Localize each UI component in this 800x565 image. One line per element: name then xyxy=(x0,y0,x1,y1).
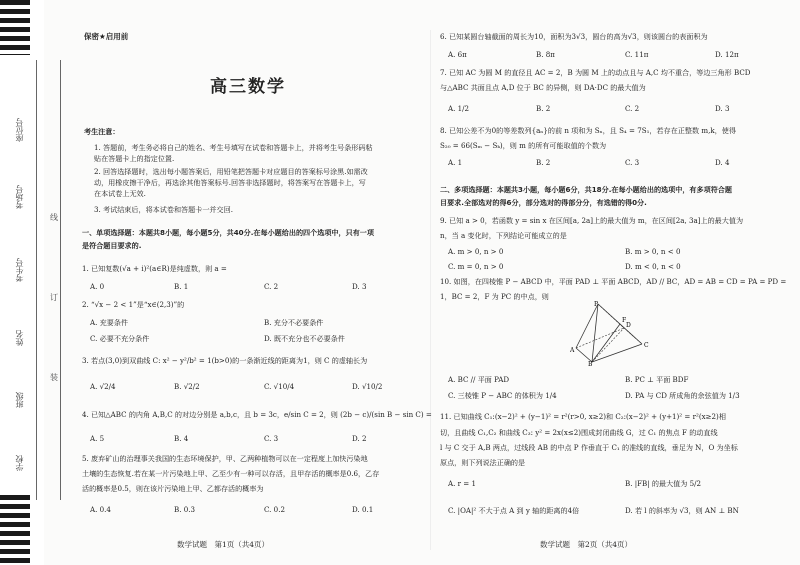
q10-option-a: A. BC // 平面 PAD xyxy=(448,375,510,384)
figure-label-b: B xyxy=(588,361,593,366)
cut-line xyxy=(60,60,61,500)
q8-line: S₂₀ = 66(Sₘ − Sₖ)，则 m 的所有可能取值的个数为 xyxy=(440,141,607,150)
figure-label-p: P xyxy=(594,301,599,308)
q8-line: 8. 已知公差不为0的等差数列{aₙ}的前 n 项和为 Sₙ，且 S₄ = 7S₁，若存在正整数 m,k，使得 xyxy=(440,126,736,135)
page-divider xyxy=(430,30,431,550)
q10-line: 10. 如图，在四棱锥 P − ABCD 中，平面 PAD ⊥ 平面 ABCD，AD // BC，AD = AB = CD = PA = PD = xyxy=(440,277,787,286)
q10-option-c: C. 三棱锥 P − ABC 的体积为 1/4 xyxy=(448,391,557,400)
q5-line: 5. 废弃矿山的治理事关我国的生态环境保护，甲、乙两种植物可以在一定程度上加快污染地 xyxy=(82,454,368,463)
q9-line: 9. 已知 a > 0，若函数 y = sin x 在区间[a, 2a]上的最大值为 m，在区间[2a, 3a]上的最大值为 xyxy=(440,216,744,225)
section1-heading-cont: 是符合题目要求的. xyxy=(82,241,142,250)
q10-option-d: D. PA 与 CD 所成角的余弦值为 1/3 xyxy=(625,391,740,400)
pyramid-figure xyxy=(570,300,660,366)
q11-option-c: C. |OA|² 不大于点 A 到 y 轴的距离的4倍 xyxy=(448,506,580,515)
q11-line: 切，且曲线 C₁,C₂ 和曲线 C₃: y² = 2x(x≤2)围成封闭曲线 G，过 C₁ 的焦点 F 的动直线 xyxy=(440,428,718,437)
q4-stem: 4. 已知△ABC 的内角 A,B,C 的对边分别是 a,b,c，且 b = 3c，e/sin C = 2，则 (2b − c)/(sin B − sin C) = xyxy=(82,410,432,419)
notice-line: 动，用橡皮擦干净后，再选涂其他答案标号.回答非选择题时，将答案写在答题卡上，写 xyxy=(94,178,366,187)
q9-line: n，当 a 变化时，下列结论可能成立的是 xyxy=(440,231,567,240)
q1-option-a: A. 0 xyxy=(90,282,105,291)
footer-left: 数学试题 第1页（共4页） xyxy=(177,540,270,549)
q7-line: 7. 已知 AC 为圆 M 的直径且 AC = 2，B 为圆 M 上的动点且与 A,C 均不重合，等边三角形 BCD xyxy=(440,68,751,77)
q2-option-b: B. 充分不必要条件 xyxy=(264,318,324,327)
figure-label-c: C xyxy=(644,342,649,349)
notice-line: 在本试卷上无效. xyxy=(94,189,146,198)
notice-line: 3. 考试结束后，将本试卷和答题卡一并交回. xyxy=(94,205,233,214)
binding-label-seat: 座位号 xyxy=(15,118,24,142)
q8-option-d: D. 4 xyxy=(715,158,730,167)
figure-label-f: F xyxy=(622,317,627,324)
q9-option-a: A. m > 0, n > 0 xyxy=(448,247,504,256)
q8-option-b: B. 2 xyxy=(536,158,551,167)
q7-option-a: A. 1/2 xyxy=(448,104,470,113)
q3-option-b: B. √2/2 xyxy=(174,382,200,391)
seal-char-line: 线 xyxy=(50,213,58,222)
q1-stem: 1. 已知复数(√a + i)²(a∈R)是纯虚数，则 a = xyxy=(82,264,227,273)
q1-option-c: C. 2 xyxy=(264,282,279,291)
q11-line: 11. 已知曲线 C₁:(x−2)² + (y−1)² = r²(r>0, x≥2)和 C₂:(x−2)² + (y+1)² = r²(x≥2)相 xyxy=(440,412,726,421)
q7-option-c: C. 2 xyxy=(625,104,640,113)
q5-option-a: A. 0.4 xyxy=(90,505,111,514)
q11-line: l 与 C 交于 A,B 两点，过线段 AB 的中点 P 作垂直于 C₁ 的准线的直线，垂足为 N，O 为坐标 xyxy=(440,443,738,452)
q6-option-d: D. 12π xyxy=(715,50,739,59)
right-column xyxy=(440,0,785,565)
notice-line: 2. 回答选择题时，选出每小题答案后，用铅笔把答题卡对应题目的答案标号涂黑.如需改 xyxy=(94,167,368,176)
binding-label-room: 考场号 xyxy=(15,185,24,209)
q5-line: 活的概率是0.5，则在该片污染地上甲、乙都存活的概率为 xyxy=(82,484,264,493)
binding-stripes xyxy=(0,0,30,565)
q10-option-b: B. PC ⊥ 平面 BDF xyxy=(625,375,689,384)
q11-line: 原点，则下列说法正确的是 xyxy=(440,458,526,467)
q6-stem: 6. 已知某圆台轴截面的周长为10，面积为3√3，圆台的高为√3，则该圆台的表面积为 xyxy=(440,32,708,41)
q4-option-d: D. 2 xyxy=(352,434,367,443)
q9-option-b: B. m > 0, n < 0 xyxy=(625,247,681,256)
binding-margin xyxy=(0,0,44,565)
section2-heading-cont: 目要求.全部选对的得6分，部分选对的得部分分，有选错的得0分. xyxy=(440,198,647,207)
q7-option-b: B. 2 xyxy=(536,104,551,113)
q8-option-c: C. 3 xyxy=(625,158,640,167)
q6-option-c: C. 11π xyxy=(625,50,649,59)
section2-heading: 二、多项选择题：本题共3小题，每小题6分，共18分.在每小题给出的选项中，有多项符合题 xyxy=(440,185,732,194)
footer-right: 数学试题 第2页（共4页） xyxy=(540,540,633,549)
q4-option-c: C. 3 xyxy=(264,434,279,443)
q5-line: 土壤的生态恢复.若在某一片污染地上甲、乙至少有一种可以存活，且甲存活的概率是0.6，乙存 xyxy=(82,469,380,478)
q8-option-a: A. 1 xyxy=(448,158,463,167)
q3-option-c: C. √10/4 xyxy=(264,382,295,391)
q6-option-b: B. 8π xyxy=(536,50,555,59)
q11-option-d: D. 若 l 的斜率为 √3，则 AN ⊥ BN xyxy=(625,506,739,515)
confidential-mark: 保密★启用前 xyxy=(84,32,129,41)
q7-option-d: D. 3 xyxy=(715,104,730,113)
figure-label-a: A xyxy=(570,347,575,354)
figure-label-d: D xyxy=(626,322,631,329)
notice-line: 1. 答题前，考生务必将自己的姓名、考生号填写在试卷和答题卡上，并将考生号条形码粘 xyxy=(94,143,373,152)
binding-label-school: 学校 xyxy=(15,455,24,471)
q2-stem: 2. “√x − 2 < 1”是“x∈(2,3)”的 xyxy=(82,300,185,309)
seal-char-pack: 装 xyxy=(50,373,58,382)
q3-option-d: D. √10/2 xyxy=(352,382,383,391)
q3-option-a: A. √2/4 xyxy=(90,382,116,391)
q2-option-d: D. 既不充分也不必要条件 xyxy=(264,334,345,343)
binding-label-name: 姓名 xyxy=(15,330,24,346)
q5-option-d: D. 0.1 xyxy=(352,505,374,514)
q5-option-c: C. 0.2 xyxy=(264,505,285,514)
seal-char-bind: 订 xyxy=(50,293,58,302)
q4-option-a: A. 5 xyxy=(90,434,105,443)
q5-option-b: B. 0.3 xyxy=(174,505,196,514)
q9-option-c: C. m = 0, n > 0 xyxy=(448,262,504,271)
q3-stem: 3. 若点(3,0)到双曲线 C: x² − y²/b² = 1(b>0)的一条渐近线的距离为1，则 C 的虚轴长为 xyxy=(82,356,368,365)
section1-heading: 一、单项选择题：本题共8小题，每小题5分，共40分.在每小题给出的四个选项中，只有一项 xyxy=(82,228,374,237)
q1-option-d: D. 3 xyxy=(352,282,367,291)
q10-line: 1，BC = 2，F 为 PC 的中点，则 xyxy=(440,292,549,301)
notice-line: 贴在答题卡上的指定位置. xyxy=(94,154,175,163)
q11-option-b: B. |FB| 的最大值为 5/2 xyxy=(625,479,702,488)
left-column xyxy=(82,0,432,565)
binding-label-examno: 考生号 xyxy=(15,258,24,282)
q4-option-b: B. 4 xyxy=(174,434,189,443)
binding-line xyxy=(36,60,37,500)
binding-label-class: 班级 xyxy=(15,392,24,408)
q11-option-a: A. r = 1 xyxy=(448,479,476,488)
notice-heading: 考生注意： xyxy=(84,127,120,136)
q1-option-b: B. 1 xyxy=(174,282,189,291)
q7-line: 与△ABC 共面且点 A,D 位于 BC 的异侧，则 DA·DC 的最大值为 xyxy=(440,83,646,92)
q2-option-c: C. 必要不充分条件 xyxy=(90,334,150,343)
q2-option-a: A. 充要条件 xyxy=(90,318,129,327)
q9-option-d: D. m < 0, n < 0 xyxy=(625,262,681,271)
q6-option-a: A. 6π xyxy=(448,50,467,59)
page-title: 高三数学 xyxy=(210,77,286,97)
